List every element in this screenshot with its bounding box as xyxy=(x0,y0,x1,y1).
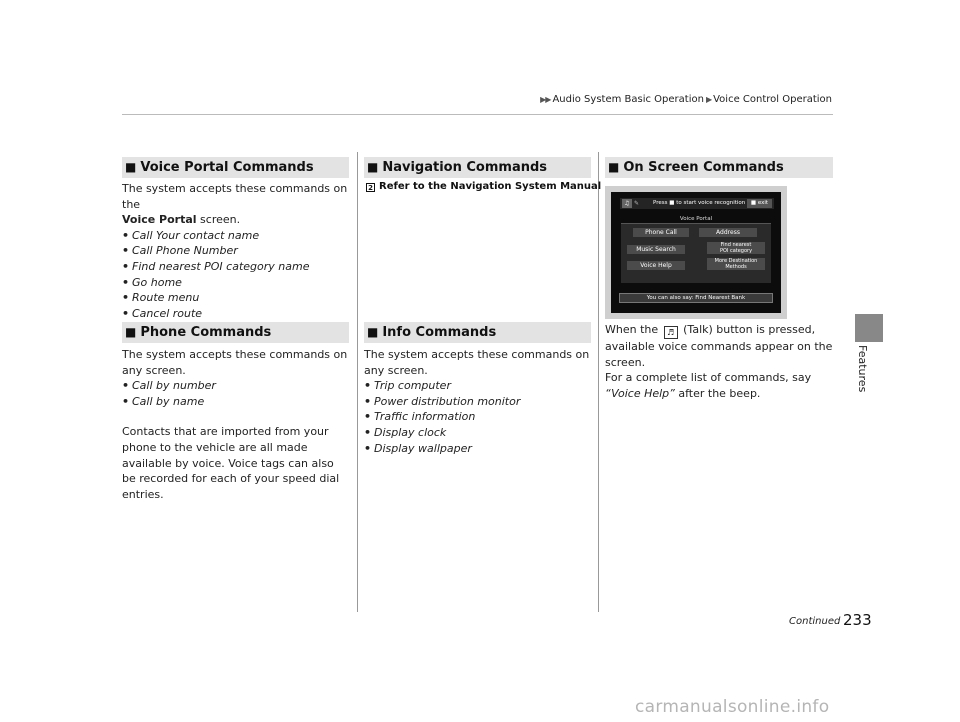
list-item: • Trip computer xyxy=(364,378,592,394)
reference-arrow-icon: 2 xyxy=(366,183,375,192)
screen-footer-hint: You can also say: Find Nearest Bank xyxy=(619,293,773,303)
phone-commands-body xyxy=(122,347,350,502)
double-arrow-icon: ▶▶ xyxy=(540,95,551,104)
voice-portal-heading: ■ Voice Portal Commands xyxy=(122,157,349,178)
square-bullet-icon: ■ xyxy=(367,325,379,339)
list-item: • Display wallpaper xyxy=(364,441,592,457)
on-screen-voice-help-text: For a complete list of commands, say “Voice Help” after the beep. xyxy=(605,371,812,400)
square-bullet-icon: ■ xyxy=(608,160,620,174)
screen-more-destination-button: More Destination Methods xyxy=(707,258,765,270)
screen-talk-icon: ♫ xyxy=(622,199,632,208)
screen-display xyxy=(611,192,781,313)
list-item: • Traffic information xyxy=(364,409,592,425)
breadcrumb-item-voice-control: Voice Control Operation xyxy=(713,94,832,105)
voice-portal-screen-image xyxy=(605,186,787,319)
voice-portal-body xyxy=(122,181,350,321)
info-intro: The system accepts these commands on any screen. xyxy=(364,348,590,377)
column-divider-1 xyxy=(357,152,358,612)
chapter-tab-marker xyxy=(855,314,883,342)
watermark: carmanualsonline.info xyxy=(635,697,830,717)
screen-prompt: Press ■ to start voice recognition xyxy=(653,200,746,206)
column-divider-2 xyxy=(598,152,599,612)
list-item: • Find nearest POI category name xyxy=(122,259,350,275)
talk-icon: ♬ xyxy=(664,326,678,339)
screen-command-panel xyxy=(621,223,771,283)
list-item: • Display clock xyxy=(364,425,592,441)
page-number: 233 xyxy=(843,611,872,629)
navigation-commands-heading: ■ Navigation Commands xyxy=(364,157,591,178)
screen-exit-button: ■ exit xyxy=(747,199,772,208)
phone-commands-heading: ■ Phone Commands xyxy=(122,322,349,343)
navigation-manual-reference[interactable]: 2 Refer to the Navigation System Manual xyxy=(366,181,601,192)
info-command-list xyxy=(364,378,592,456)
screen-voice-help-button: Voice Help xyxy=(627,261,685,270)
voice-portal-command-list xyxy=(122,228,350,322)
list-item: • Call Your contact name xyxy=(122,228,350,244)
on-screen-talk-text: When the ♬ (Talk) button is pressed, available voice commands appear on the screen. xyxy=(605,323,833,369)
screen-music-search-button: Music Search xyxy=(627,245,685,254)
breadcrumb-item-audio: Audio System Basic Operation xyxy=(552,94,704,105)
list-item: • Power distribution monitor xyxy=(364,394,592,410)
phone-intro: The system accepts these commands on any screen. xyxy=(122,348,348,377)
chapter-tab-label: Features xyxy=(856,345,869,393)
screen-find-nearest-button: Find nearest POI category xyxy=(707,242,765,254)
square-bullet-icon: ■ xyxy=(125,160,137,174)
voice-portal-intro: The system accepts these commands on the Voice Portal screen. xyxy=(122,182,348,227)
header-divider xyxy=(122,114,833,115)
square-bullet-icon: ■ xyxy=(125,325,137,339)
list-item: • Go home xyxy=(122,275,350,291)
list-item: • Call by number xyxy=(122,378,350,394)
info-commands-body xyxy=(364,347,592,456)
breadcrumb xyxy=(538,94,832,105)
screen-phone-call-button: Phone Call xyxy=(633,228,689,237)
screen-mic-icon: ✎ xyxy=(634,200,640,207)
info-commands-heading: ■ Info Commands xyxy=(364,322,591,343)
list-item: • Call by name xyxy=(122,394,350,410)
screen-title: Voice Portal xyxy=(679,216,713,222)
list-item: • Call Phone Number xyxy=(122,243,350,259)
continued-label: Continued xyxy=(789,616,841,627)
on-screen-commands-body xyxy=(605,322,833,401)
on-screen-commands-heading: ■ On Screen Commands xyxy=(605,157,833,178)
list-item: • Cancel route xyxy=(122,306,350,322)
phone-note: Contacts that are imported from your phone to the vehicle are all made available by voice. Voice tags can also be recorded for each of your speed dial entries. xyxy=(122,425,340,501)
arrow-icon: ▶ xyxy=(705,95,712,104)
list-item: • Route menu xyxy=(122,290,350,306)
screen-address-button: Address xyxy=(699,228,757,237)
square-bullet-icon: ■ xyxy=(367,160,379,174)
phone-command-list xyxy=(122,378,350,409)
